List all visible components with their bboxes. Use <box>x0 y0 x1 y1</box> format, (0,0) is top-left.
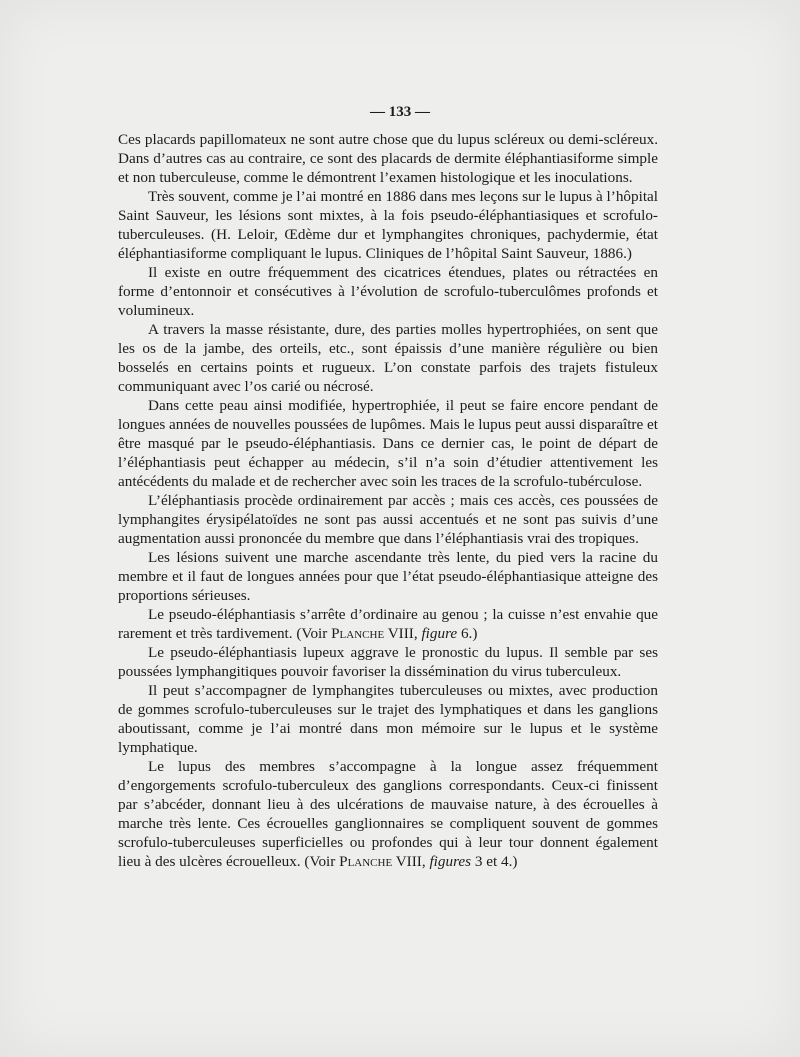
paragraph: A travers la masse résistante, dure, des parties molles hypertrophiées, on sent que les os de la jambe, des orteils, etc., sont épaissis d’une manière régulière ou bien bosselés en certains points et rugueux. L’on constate parfois des trajets fistuleux communiquant avec l’os carié ou nécrosé. <box>118 321 658 395</box>
figure-reference: figure <box>421 625 458 642</box>
plate-number: VIII, <box>384 625 422 642</box>
plate-reference: Planche <box>331 625 385 642</box>
figure-number: 3 et 4.) <box>471 853 518 870</box>
paragraph: Très souvent, comme je l’ai montré en 1886 dans mes leçons sur le lupus à l’hôpital Saint Sauveur, les lésions sont mixtes, à la fois pseudo-éléphantiasiques et scrofulo-tuberculeuses. (H. Leloir, Œdème dur et lymphangites chroniques, pachydermie, état éléphantiasiforme compliquant le lupus. Cliniques de l’hôpital Saint Sauveur, 1886.) <box>118 188 658 262</box>
paragraph: Le pseudo-éléphantiasis lupeux aggrave le pronostic du lupus. Il semble par ses poussées lymphangitiques pouvoir favoriser la dissémination du virus tuberculeux. <box>118 644 658 680</box>
paragraph: Les lésions suivent une marche ascendante très lente, du pied vers la racine du membre et il faut de longues années pour que l’état pseudo-éléphantiasique atteigne des proportions sérieuses. <box>118 549 658 604</box>
figure-number: 6.) <box>457 625 478 642</box>
paragraph: Il existe en outre fréquemment des cicatrices étendues, plates ou rétractées en forme d’entonnoir et consécutives à l’évolution de scrofulo-tuberculômes profonds et volumineux. <box>118 264 658 319</box>
figure-reference: figures <box>429 853 472 870</box>
paragraph-text: Le lupus des membres s’accompagne à la longue assez fréquemment d’engorgements scrofulo-tuberculeux des ganglions correspondants. Ceux-ci finissent par s’abcéder, donnant lieu à des ulcérations de mauvaise nature, à des écrouelles à marche très lente. Ces écrouelles ganglionnaires se compliquent souvent de gommes scrofulo-tuberculeuses superficielles ou profondes qui à leur tour donnent également lieu à des ulcères écrouelleux. (Voir <box>118 758 658 870</box>
plate-reference: Planche <box>339 853 393 870</box>
plate-number: VIII, <box>392 853 430 870</box>
paragraph: Ces placards papillomateux ne sont autre chose que du lupus scléreux ou demi-scléreux. Dans d’autres cas au contraire, ce sont des placards de dermite éléphantiasiforme simple et non tuberculeuse, comme le démontrent l’examen histologique et les inoculations. <box>118 131 658 186</box>
paragraph-text: Le pseudo-éléphantiasis s’arrête d’ordinaire au genou ; la cuisse n’est envahie que rarement et très tardivement. (Voir <box>118 606 658 642</box>
paragraph: L’éléphantiasis procède ordinairement par accès ; mais ces accès, ces poussées de lymphangites érysipélatoïdes ne sont pas aussi accentués et ne sont pas suivis d’une augmentation aussi prononcée du membre que dans l’éléphantiasis vrai des tropiques. <box>118 492 658 547</box>
paragraph <box>118 757 658 871</box>
body-text <box>118 130 658 871</box>
page-number: — 133 — <box>370 104 430 120</box>
paragraph: Il peut s’accompagner de lymphangites tuberculeuses ou mixtes, avec production de gommes scrofulo-tuberculeuses sur le trajet des lymphatiques et dans les ganglions aboutissant, comme je l’ai montré dans mon mémoire sur le lupus et le système lymphatique. <box>118 682 658 756</box>
paragraph <box>118 605 658 643</box>
paragraph: Dans cette peau ainsi modifiée, hypertrophiée, il peut se faire encore pendant de longues années de nouvelles poussées de lupômes. Mais le lupus peut aussi disparaître et être masqué par le pseudo-éléphantiasis. Dans ce dernier cas, le point de départ de l’éléphantiasis peut échapper au médecin, s’il n’a soin d’étudier attentivement les antécédents du malade et de rechercher avec soin les traces de la scrofulo-tubérculose. <box>118 397 658 490</box>
